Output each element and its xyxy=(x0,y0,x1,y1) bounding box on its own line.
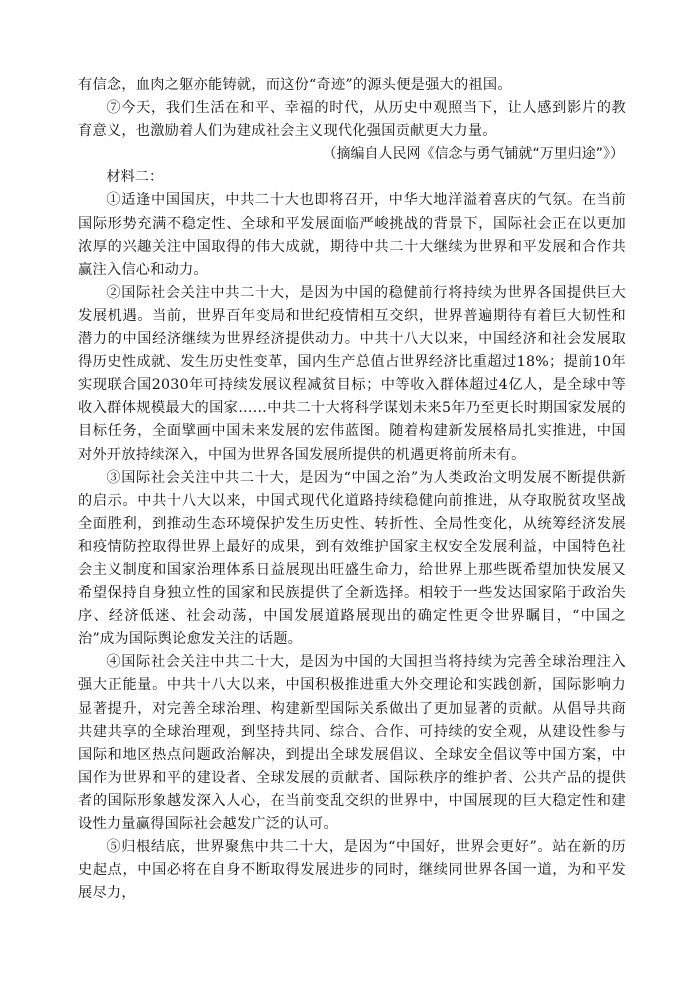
material-2-paragraph-3: ③国际社会关注中共二十大，是因为“中国之治”为人类政治文明发展不断提供新的启示。中共十八大以来，中国式现代化道路持续稳健向前推进，从夺取脱贫攻坚战全面胜利，到推动生态环境保护发生历史性、转折性、全局性变化，从统筹经济发展和疫情防控取得世界上最好的成果，到有效维护国家主权安全发展利益，中国特色社会主义制度和国家治理体系日益展现出旺盛生命力，给世界上那些既希望加快发展又希望保持自身独立性的国家和民族提供了全新选择。相较于一些发达国家陷于政治失序、经济低迷、社会动荡，中国发展道路展现出的确定性更令世界瞩目，“中国之治”成为国际舆论愈发关注的话题。 xyxy=(78,469,626,648)
material-2-paragraph-2: ②国际社会关注中共二十大，是因为中国的稳健前行将持续为世界各国提供巨大发展机遇。当前，世界百年变局和世纪疫情相互交织，世界普遍期待有着巨大韧性和潜力的中国经济继续为世界经济提供动力。中共十八大以来，中国经济和社会发展取得历史性成就、发生历史性变革，国内生产总值占世界经济比重超过18%；提前10年实现联合国2030年可持续发展议程减贫目标；中等收入群体超过4亿人，是全球中等收入群体规模最大的国家……中共二十大将科学谋划未来5年乃至更长时期国家发展的目标任务，全面擘画中国未来发展的宏伟蓝图。随着构建新发展格局扎实推进，中国对外开放持续深入，中国为世界各国发展所提供的机遇更将前所未有。 xyxy=(78,284,626,463)
material-2-paragraph-1: ①适逢中国国庆，中共二十大也即将召开，中华大地洋溢着喜庆的气氛。在当前国际形势充满不稳定性、全球和平发展面临严峻挑战的背景下，国际社会正在以更加浓厚的兴趣关注中国取得的伟大成就，期待中共二十大继续为世界和平发展和合作共赢注入信心和动力。 xyxy=(78,192,626,278)
material-2-paragraph-4: ④国际社会关注中共二十大，是因为中国的大国担当将持续为完善全球治理注入强大正能量。中共十八大以来，中国积极推进重大外交理论和实践创新，国际影响力显著提升，对完善全球治理、构建新型国际关系做出了更加显著的贡献。从倡导共商共建共享的全球治理观，到坚持共同、综合、合作、可持续的安全观，从建设性参与国际和地区热点问题政治解决，到提出全球发展倡议、全球安全倡议等中国方案，中国作为世界和平的建设者、全球发展的贡献者、国际秩序的维护者、公共产品的提供者的国际形象越发深入人心，在当前变乱交织的世界中，中国展现的巨大稳定性和建设性力量赢得国际社会越发广泛的认可。 xyxy=(78,654,626,832)
paragraph-6-end: 有信念，血肉之躯亦能铸就，而这份“奇迹”的源头便是强大的祖国。 xyxy=(78,77,512,93)
document-body xyxy=(78,74,626,905)
paragraph-7: ⑦今天，我们生活在和平、幸福的时代，从历史中观照当下，让人感到影片的教育意义，也激励着人们为建成社会主义现代化强国贡献更大力量。 xyxy=(78,100,626,140)
source-citation: （摘编自人民网《信念与勇气铺就“万里归途”》） xyxy=(322,146,624,163)
material-2-paragraph-5: ⑤归根结底，世界聚焦中共二十大，是因为“中国好，世界会更好”。站在新的历史起点，中国必将在自身不断取得发展进步的同时，继续同世界各国一道，为和平发展尽力， xyxy=(78,839,626,902)
material-2-heading: 材料二： xyxy=(106,169,164,186)
